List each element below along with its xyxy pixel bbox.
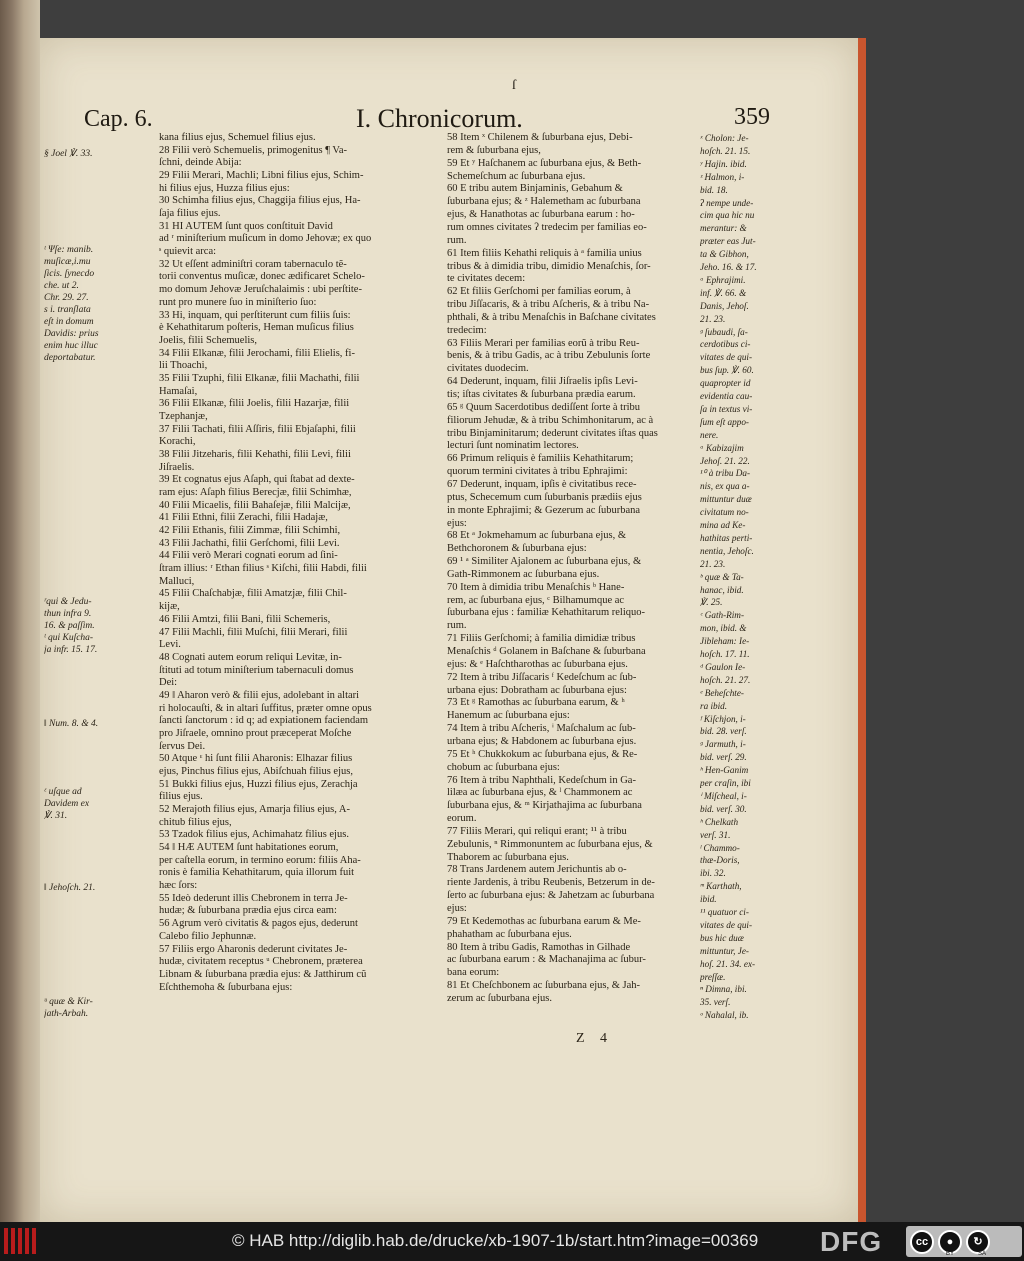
col2-line: 73 Et ᵍ Ramothas ac ſuburbana earum, & ʰ bbox=[447, 697, 625, 709]
col2-line: ejus: bbox=[447, 903, 467, 914]
right-margin-line: ſum eſt appo- bbox=[700, 416, 749, 427]
col2-line: Bethchoronem & ſuburbana ejus: bbox=[447, 543, 587, 555]
col2-line: ac ſuburbana earum : & Machanajima ac ſubur- bbox=[447, 954, 646, 966]
library-logo-icon bbox=[4, 1228, 36, 1254]
right-margin-line: nentia, Jehoſc. bbox=[700, 545, 754, 556]
col2-line: tribu Jiſſacaris, & à tribu Aſcheris, & à tribu Na- bbox=[447, 299, 650, 311]
col1-line: ri holocauſti, & in altari ſuffitus, præter omne opus bbox=[159, 702, 372, 714]
right-margin-line: ˡ Chammo- bbox=[700, 842, 740, 853]
col2-line: 78 Trans Jardenem autem Jerichuntis ab o- bbox=[447, 864, 627, 876]
col1-line: Korachi, bbox=[159, 436, 196, 448]
col1-line: 55 Ideò dederunt illis Chebronem in terra Je- bbox=[159, 892, 348, 904]
col2-line: 80 Item à tribu Gadis, Ramothas in Gilhade bbox=[447, 941, 631, 953]
col2-line: 63 Filiis Merari per familias eorũ à tribu Reu- bbox=[447, 337, 640, 349]
right-margin-line: bus hic duæ bbox=[700, 932, 744, 943]
col2-line: 61 Item filiis Kehathi reliquis à ᵃ familia unius bbox=[447, 247, 642, 259]
col2-line: 75 Et ʰ Chukkokum ac ſuburbana ejus, & Re- bbox=[447, 748, 638, 760]
col2-line: riente Jardenis, à tribu Reubenis, Betzerum in de- bbox=[447, 877, 655, 889]
by-icon: ● bbox=[938, 1230, 962, 1254]
right-margin-line: ᵃ Ephrajimi. bbox=[700, 274, 746, 285]
right-margin-line: civitatum no- bbox=[700, 507, 749, 518]
col1-line: 56 Agrum verò civitatis & pagos ejus, dederunt bbox=[159, 918, 358, 930]
col1-line: 46 Filii Amtzi, filii Bani, filii Schemeris, bbox=[159, 613, 331, 625]
right-margin-line: ᵃ Kabizajim bbox=[700, 442, 744, 453]
right-margin-line: ℣. 25. bbox=[700, 597, 723, 608]
col1-line: per caſtella eorum, in termino eorum: filiis Aha- bbox=[159, 854, 361, 866]
col1-line: 47 Filii Machli, filii Muſchi, filii Merari, filii bbox=[159, 626, 348, 638]
col2-line: te civitates decem: bbox=[447, 273, 526, 285]
col2-line: 70 Item à dimidia tribu Menaſchis ᵇ Hane- bbox=[447, 581, 625, 593]
col1-line: Malluci, bbox=[159, 575, 195, 587]
right-margin-line: bid. 28. verſ. bbox=[700, 726, 747, 737]
right-margin-line: ᵍ Jarmuth, i- bbox=[700, 739, 746, 750]
left-margin-line: ᵋ uſque ad bbox=[44, 787, 82, 797]
col2-line: 60 E tribu autem Binjaminis, Gebahum & bbox=[447, 183, 623, 195]
col1-line: 49 ‖ Aharon verò & filii ejus, adolebant in altari bbox=[159, 689, 360, 701]
left-margin-line: ja infr. 15. 17. bbox=[44, 645, 98, 655]
right-margin-line: thæ-Doris, bbox=[700, 855, 740, 866]
right-margin-line: ᵍ ſubaudi, ſa- bbox=[700, 326, 748, 337]
left-margin-line: ᵘ quæ & Kir- bbox=[44, 997, 93, 1007]
col1-line: Levi. bbox=[159, 639, 181, 651]
left-margin-line: che. ut 2. bbox=[44, 281, 79, 291]
right-margin-line: quapropter id bbox=[700, 378, 751, 389]
right-margin-line: nere. bbox=[700, 429, 719, 440]
right-margin-line: ʔ nempe unde- bbox=[700, 197, 754, 208]
col2-line: ejus: bbox=[447, 517, 467, 529]
sa-label: SA bbox=[978, 1251, 987, 1257]
col2-line: civitates duodecim. bbox=[447, 363, 529, 375]
col1-line: 36 Filii Elkanæ, filii Joelis, filii Hazarjæ, filii bbox=[159, 398, 350, 410]
right-margin-line: 35. verſ. bbox=[700, 997, 731, 1008]
left-margin-line: ʳqui & Jedu- bbox=[44, 597, 92, 607]
left-margin-line: 16. & paſſim. bbox=[44, 621, 95, 631]
left-margin-line: ‖ Jehoſch. 21. bbox=[44, 883, 96, 893]
col1-line: 28 Filii verò Schemuelis, primogenitus ¶ Va- bbox=[159, 144, 348, 156]
right-margin-line: ibi. 32. bbox=[700, 868, 726, 879]
col2-line: Gath-Rimmonem ac ſuburbana ejus. bbox=[447, 568, 600, 580]
col1-line: pro Jiſraele, omnino prout præceperat Moſche bbox=[159, 727, 352, 739]
col1-line: 39 Et cognatus ejus Aſaph, qui ſtabat ad dexte- bbox=[159, 474, 355, 486]
right-margin-line: Danis, Jehoſ. bbox=[700, 300, 749, 311]
right-margin-line: vitates de qui- bbox=[700, 919, 753, 930]
left-margin-line: ᵗ Ψſe: manib. bbox=[44, 245, 94, 255]
cc-icon: cc bbox=[910, 1230, 934, 1254]
col2-line: rum. bbox=[447, 620, 467, 632]
right-margin-line: cim qua hic nu bbox=[700, 210, 755, 221]
col1-line: ejus, Pinchus filius ejus, Abiſchuah filius ejus, bbox=[159, 766, 353, 777]
col2-line: 68 Et ᵃ Jokmehamum ac ſuburbana ejus, & bbox=[447, 530, 626, 542]
col1-line: hudæ; & ſuburbana prædia ejus circa eam: bbox=[159, 905, 337, 917]
col1-line: 43 Filii Jachathi, filii Gerſchomi, filii Levi. bbox=[159, 537, 340, 549]
left-margin-line: ſicis. ſynecdo bbox=[44, 269, 95, 279]
col1-line: hi filius ejus, Huzza filius ejus: bbox=[159, 182, 290, 194]
col1-line: ſchni, deinde Abija: bbox=[159, 157, 242, 169]
col2-line: tredecim: bbox=[447, 324, 487, 336]
right-margin-line: ᶻ Halmon, i- bbox=[700, 171, 745, 182]
col2-line: ſerto ac ſuburbana ejus: & Jahetzam ac ſuburbana bbox=[447, 890, 655, 902]
right-margin-line: vitates de qui- bbox=[700, 352, 753, 363]
col2-line: zerum ac ſuburbana ejus. bbox=[447, 992, 552, 1004]
col1-line: Jiſraelis. bbox=[159, 461, 195, 473]
col1-line: 40 Filii Micaelis, filii Bahaſejæ, filii Malcijæ, bbox=[159, 499, 351, 511]
right-margin-line: bid. verſ. 30. bbox=[700, 803, 747, 814]
source-link[interactable]: © HAB http://diglib.hab.de/drucke/xb-1907-1b/start.htm?image=00369 bbox=[232, 1231, 759, 1250]
right-margin-line: cerdotibus ci- bbox=[700, 339, 751, 350]
col1-line: 41 Filii Ethni, filii Zerachi, filii Hadajæ, bbox=[159, 512, 328, 524]
page-number: 359 bbox=[734, 104, 770, 130]
col1-line: 44 Filii verò Merari cognati eorum ad ſini- bbox=[159, 550, 338, 562]
col1-line: ſaja filius ejus. bbox=[159, 208, 221, 220]
col1-line: kana filius ejus, Schemuel filius ejus. bbox=[159, 132, 316, 143]
right-margin-line: bid. verſ. 29. bbox=[700, 752, 747, 763]
col1-line: Eſchthemoha & ſuburbana ejus: bbox=[159, 981, 293, 993]
left-margin-line: jath-Arbah. bbox=[44, 1009, 89, 1019]
col2-line: Zebulunis, ⁿ Rimmonuntem ac ſuburbana ejus, & bbox=[447, 838, 653, 850]
col1-line: mo domum Jehovæ Jeruſchalaimis : ubi perſtite- bbox=[159, 284, 362, 296]
right-margin-line: ibid. bbox=[700, 894, 717, 905]
book-edge bbox=[0, 0, 40, 1222]
col2-line: ejus, & Hanathotas ac ſuburbana earum : ho- bbox=[447, 209, 635, 221]
col2-line: 65 ᵍ Quum Sacerdotibus dediſſent ſorte à tribu bbox=[447, 401, 640, 413]
col2-line: rum. bbox=[447, 234, 467, 246]
col1-line: 54 ‖ HÆ AUTEM ſunt habitationes eorum, bbox=[159, 842, 339, 854]
col1-line: 32 Ut eſſent adminiſtri coram tabernaculo tẽ- bbox=[159, 258, 347, 270]
col2-line: 79 Et Kedemothas ac ſuburbana earum & Me- bbox=[447, 915, 641, 927]
left-margin-line: § Joel ℣. 33. bbox=[44, 149, 93, 159]
sa-icon: ↻ bbox=[966, 1230, 990, 1254]
col1-line: Dei: bbox=[159, 677, 178, 689]
col1-line: Tzephanjæ, bbox=[159, 410, 208, 422]
right-margin-line: hoſch. 21. 27. bbox=[700, 674, 751, 685]
left-margin-line: eſt in domum bbox=[44, 317, 94, 327]
footer-bar bbox=[0, 1222, 1024, 1261]
col2-line: bana eorum: bbox=[447, 967, 500, 979]
col2-line: 77 Filiis Merari, qui reliqui erant; ¹¹ à tribu bbox=[447, 825, 627, 837]
col2-line: lecturi ſunt nominatim lectores. bbox=[447, 440, 579, 452]
col2-line: rem & ſuburbana ejus, bbox=[447, 144, 541, 156]
col1-line: filius ejus. bbox=[159, 791, 203, 803]
col2-line: filiorum Jehudæ, & à tribu Schimhonitarum, ac à bbox=[447, 414, 654, 426]
col2-line: eorum. bbox=[447, 813, 477, 825]
left-margin-line: deportabatur. bbox=[44, 353, 96, 363]
col1-line: ronis è familia Kehathitarum, quia illorum fuit bbox=[159, 867, 355, 879]
right-margin-line: ᵉ Beheſchte- bbox=[700, 687, 744, 698]
right-margin-line: ¹⁰ à tribu Da- bbox=[700, 468, 751, 479]
col2-line: ſuburbana ejus, & ᵐ Kirjathajima ac ſuburbana bbox=[447, 800, 642, 812]
col2-line: 71 Filiis Gerſchomi; à familia dimidiæ tribus bbox=[447, 633, 636, 645]
right-margin-line: ᶠ Kiſchjon, i- bbox=[700, 713, 746, 724]
col1-line: 48 Cognati autem eorum reliqui Levitæ, in- bbox=[159, 651, 342, 663]
col1-line: ſervus Dei. bbox=[159, 740, 206, 752]
right-margin-line: ⁿ Dimna, ibi. bbox=[700, 984, 747, 995]
left-margin-line: ᵗ qui Kuſcha- bbox=[44, 633, 94, 643]
col2-line: ptus, Schecemum cum ſuburbanis prædiis ejus bbox=[447, 491, 642, 503]
right-margin-line: verſ. 31. bbox=[700, 829, 731, 840]
col2-line: 72 Item à tribu Jiſſacaris ᶠ Kedeſchum ac ſub- bbox=[447, 671, 637, 683]
col2-line: 76 Item à tribu Naphthali, Kedeſchum in Ga- bbox=[447, 774, 636, 786]
right-margin-line: ʰ Hen-Ganim bbox=[700, 765, 749, 776]
dfg-logo: DFG bbox=[820, 1226, 883, 1257]
col1-line: 38 Filii Jitzeharis, filii Kehathi, filii Levi, filii bbox=[159, 449, 351, 460]
col2-line: tribus & à dimidia tribu, dimidio Menaſchis, ſor- bbox=[447, 260, 651, 272]
col2-line: rum omnes civitates ʔ tredecim per familias eo- bbox=[447, 221, 647, 233]
col1-line: Joelis, filii Schemuelis, bbox=[159, 334, 257, 346]
col1-line: 51 Bukki filius ejus, Huzzi filius ejus, Zerachja bbox=[159, 778, 358, 790]
right-margin-line: ʸ Hajin. ibid. bbox=[700, 158, 747, 169]
col2-line: quorum termini civitates à tribu Ephrajimi: bbox=[447, 466, 628, 478]
book-page bbox=[40, 38, 858, 1222]
left-margin-line: ℣. 31. bbox=[44, 811, 68, 821]
right-margin-line: mina ad Ke- bbox=[700, 520, 746, 530]
right-margin-line: mon, ibid. & bbox=[700, 623, 747, 634]
left-margin-line: enim huc illuc bbox=[44, 341, 98, 351]
right-margin-line: mittuntur duæ bbox=[700, 494, 752, 505]
right-margin-line: hanac, ibid. bbox=[700, 584, 744, 595]
running-head-title: I. Chronicorum. bbox=[356, 104, 523, 133]
right-margin-line: ᶜ Gath-Rim- bbox=[700, 610, 745, 621]
col2-line: 59 Et ʸ Haſchanem ac ſuburbana ejus, & Beth- bbox=[447, 157, 642, 169]
col1-line: Calebo filio Jephunnæ. bbox=[159, 930, 257, 942]
running-head-left: Cap. 6. bbox=[84, 106, 153, 132]
col1-line: ad ʳ miniſterium muſicum in domo Jehovæ; ex quo bbox=[159, 233, 372, 245]
col1-line: torii conventus muſicæ, donec ædificaret Schelo- bbox=[159, 271, 365, 283]
col2-line: 62 Et filiis Gerſchomi per familias eorum, à bbox=[447, 286, 631, 298]
col1-line: 31 HI AUTEM ſunt quos conſtituit David bbox=[159, 220, 333, 232]
right-margin-line: bus ſup. ℣. 60. bbox=[700, 365, 754, 376]
col1-line: 35 Filii Tzuphi, filii Elkanæ, filii Machathi, filii bbox=[159, 372, 360, 384]
right-margin-line: evidentia cau- bbox=[700, 391, 753, 401]
col2-line: tribu Binjaminitarum; dederunt civitates iſtas quas bbox=[447, 427, 658, 439]
col2-line: urbana ejus; & Habdonem ac ſuburbana ejus. bbox=[447, 735, 637, 747]
col1-line: 34 Filii Elkanæ, filii Jerochami, filii Elielis, fi- bbox=[159, 347, 355, 359]
right-margin-line: 21. 23. bbox=[700, 558, 726, 569]
right-margin-line: ¹¹ quatuor ci- bbox=[700, 907, 749, 917]
right-margin-line: nis, ex qua a- bbox=[700, 481, 750, 492]
right-margin-line: hathitas perti- bbox=[700, 532, 753, 543]
signature-mark: Z 4 bbox=[576, 1031, 614, 1046]
col2-line: rem, ac ſuburbana ejus, ᶜ Bilhamumque ac bbox=[447, 594, 625, 606]
right-margin-line: mittuntur, Je- bbox=[700, 945, 749, 956]
left-margin-line: Davidis: prius bbox=[44, 329, 99, 339]
col1-line: Hamaſai, bbox=[159, 385, 198, 397]
col2-line: 66 Primum reliquis è familiis Kehathitarum; bbox=[447, 453, 634, 465]
col1-line: 57 Filiis ergo Aharonis dederunt civitates Je- bbox=[159, 943, 348, 955]
col2-line: Menaſchis ᵈ Golanem in Baſchane & ſuburbana bbox=[447, 646, 646, 657]
right-margin-line: ta & Gibhon, bbox=[700, 249, 749, 260]
col1-line: 42 Filii Ethanis, filii Zimmæ, filii Schimhi, bbox=[159, 525, 341, 537]
right-margin-line: 21. 23. bbox=[700, 313, 726, 324]
left-margin-line: ‖ Num. 8. & 4. bbox=[44, 719, 99, 729]
right-margin-line: ᵈ Gaulon Ie- bbox=[700, 661, 746, 672]
col1-line: 30 Schimha filius ejus, Chaggija filius ejus, Ha- bbox=[159, 195, 361, 207]
col2-line: Thaborem ac ſuburbana ejus. bbox=[447, 851, 569, 863]
col2-line: 81 Et Cheſchbonem ac ſuburbana ejus, & Jah- bbox=[447, 980, 641, 992]
col1-line: Libnam & ſuburbana prædia ejus: & Jatthirum cũ bbox=[159, 968, 367, 980]
left-margin-line: s i. tranſlata bbox=[44, 305, 91, 315]
right-margin-line: Jeho. 16. & 17. bbox=[700, 262, 757, 272]
col1-line: ſancti ſanctorum : id q; ad expiationem faciendam bbox=[159, 715, 369, 727]
col2-line: in monte Ephrajimi; & Gezerum ac ſuburbana bbox=[447, 504, 641, 516]
col1-line: ſtram illius: ʳ Ethan filius ˢ Kiſchi, filii Habdi, filii bbox=[159, 563, 367, 575]
col1-line: chitub filius ejus, bbox=[159, 816, 232, 828]
col2-line: ſuburbana ejus : familiæ Kehathitarum reliquo- bbox=[447, 607, 645, 619]
right-margin-line: ᵒ Nahalal, ib. bbox=[700, 1010, 749, 1021]
page-edge-red bbox=[858, 38, 866, 1222]
col1-line: runt pro munere ſuo in miniſterio ſuo: bbox=[159, 296, 317, 308]
cc-license-badge[interactable] bbox=[906, 1226, 1022, 1257]
ornament-mark: ſ bbox=[512, 78, 516, 93]
right-margin-line: hoſch. 21. 15. bbox=[700, 145, 751, 156]
col1-line: ˢ quievit arca: bbox=[159, 246, 217, 258]
col1-line: 50 Atque ᵋ hi ſunt filii Aharonis: Elhazar filius bbox=[159, 753, 353, 765]
right-margin-line: ᵇ quæ & Ta- bbox=[700, 571, 744, 582]
right-margin-line: ra ibid. bbox=[700, 700, 728, 711]
col2-line: tis; iſtas civitates & ſuburbana prædia earum. bbox=[447, 389, 636, 400]
col2-line: benis, & à tribu Gadis, ac à tribu Zebulunis ſorte bbox=[447, 350, 651, 362]
right-margin-line: bid. 18. bbox=[700, 184, 728, 195]
right-margin-line: præter eas Jut- bbox=[700, 236, 756, 247]
right-margin-line: ᵐ Karthath, bbox=[700, 881, 742, 892]
col1-line: 37 Filii Tachati, filii Aſſiris, filii Ebjaſaphi, filii bbox=[159, 423, 356, 435]
right-margin-line: ˣ Cholon: Je- bbox=[700, 133, 749, 143]
col2-line: 67 Dederunt, inquam, ipſis è civitatibus rece- bbox=[447, 478, 637, 490]
col1-line: lii Thoachi, bbox=[159, 360, 208, 372]
right-margin-line: ſa in textus vi- bbox=[700, 403, 753, 414]
col2-line: 58 Item ˣ Chilenem & ſuburbana ejus, Debi- bbox=[447, 132, 633, 143]
col2-line: 64 Dederunt, inquam, filii Jiſraelis ipſis Levi- bbox=[447, 376, 638, 388]
col1-line: è Kehathitarum poſteris, Heman muſicus filius bbox=[159, 322, 354, 334]
col1-line: hudæ, civitatem receptus ᵘ Chebronem, præterea bbox=[159, 956, 363, 968]
col1-line: 53 Tzadok filius ejus, Achimahatz filius ejus. bbox=[159, 829, 349, 841]
right-margin-line: ʰ Chelkath bbox=[700, 816, 739, 827]
col1-line: 29 Filii Merari, Machli; Libni filius ejus, Schim- bbox=[159, 170, 364, 182]
right-margin-line: hoſ. 21. 34. ex- bbox=[700, 958, 756, 969]
right-margin-line: Jibleham: Ie- bbox=[700, 636, 750, 647]
col2-line: urbana ejus: Dobratham ac ſuburbana ejus: bbox=[447, 684, 627, 696]
right-margin-line: preſſæ. bbox=[700, 971, 726, 982]
left-margin-line: thun infra 9. bbox=[44, 609, 92, 619]
col1-line: kijæ, bbox=[159, 601, 180, 613]
col2-line: ſuburbana ejus; & ᶻ Halemetham ac ſuburbana bbox=[447, 196, 641, 208]
col1-line: ram ejus: Aſaph filius Berecjæ, filii Schimhæ, bbox=[159, 487, 352, 499]
col1-line: hæc ſors: bbox=[159, 880, 198, 892]
col2-line: phahatham ac ſuburbana ejus. bbox=[447, 928, 572, 940]
right-margin-line: inf. ℣. 66. & bbox=[700, 287, 747, 298]
col2-line: Schemeſchum ac ſuburbana ejus. bbox=[447, 170, 586, 182]
col2-line: chobum ac ſuburbana ejus: bbox=[447, 761, 560, 773]
col1-line: 52 Merajoth filius ejus, Amarja filius ejus, A- bbox=[159, 804, 351, 816]
right-margin-line: hoſch. 17. 11. bbox=[700, 649, 750, 659]
right-margin-line: Jehoſ. 21. 22. bbox=[700, 455, 750, 466]
col2-line: Hanemum ac ſuburbana ejus: bbox=[447, 710, 570, 722]
col2-line: phthali, & à tribu Menaſchis in Baſchane civitates bbox=[447, 311, 656, 323]
col2-line: lilæa ac ſuburbana ejus, & ˡ Chammonem ac bbox=[447, 787, 633, 799]
left-margin-line: Davidem ex bbox=[44, 799, 90, 809]
col1-line: 45 Filii Chaſchabjæ, filii Amatzjæ, filii Chil- bbox=[159, 588, 347, 600]
col1-line: 33 Hi, inquam, qui perſtiterunt cum filiis ſuis: bbox=[159, 309, 351, 321]
col1-line: ſtituti ad totum miniſterium tabernaculi domus bbox=[159, 664, 354, 676]
by-label: BY bbox=[946, 1251, 955, 1257]
right-margin-line: per craſin, ibi bbox=[700, 778, 751, 788]
right-margin-line: merantur: & bbox=[700, 223, 747, 234]
left-margin-line: Chr. 29. 27. bbox=[44, 293, 89, 303]
col2-line: 74 Item à tribu Aſcheris, ⁱ Maſchalum ac ſub- bbox=[447, 723, 636, 735]
col2-line: ejus: & ᵉ Haſchtharothas ac ſuburbana ejus. bbox=[447, 658, 628, 670]
col2-line: 69 ¹ ᵃ Similiter Ajalonem ac ſuburbana ejus, & bbox=[447, 556, 642, 568]
left-margin-line: muſicæ,i.mu bbox=[44, 257, 91, 267]
right-margin-line: ⁱ Miſcheal, i- bbox=[700, 790, 747, 801]
